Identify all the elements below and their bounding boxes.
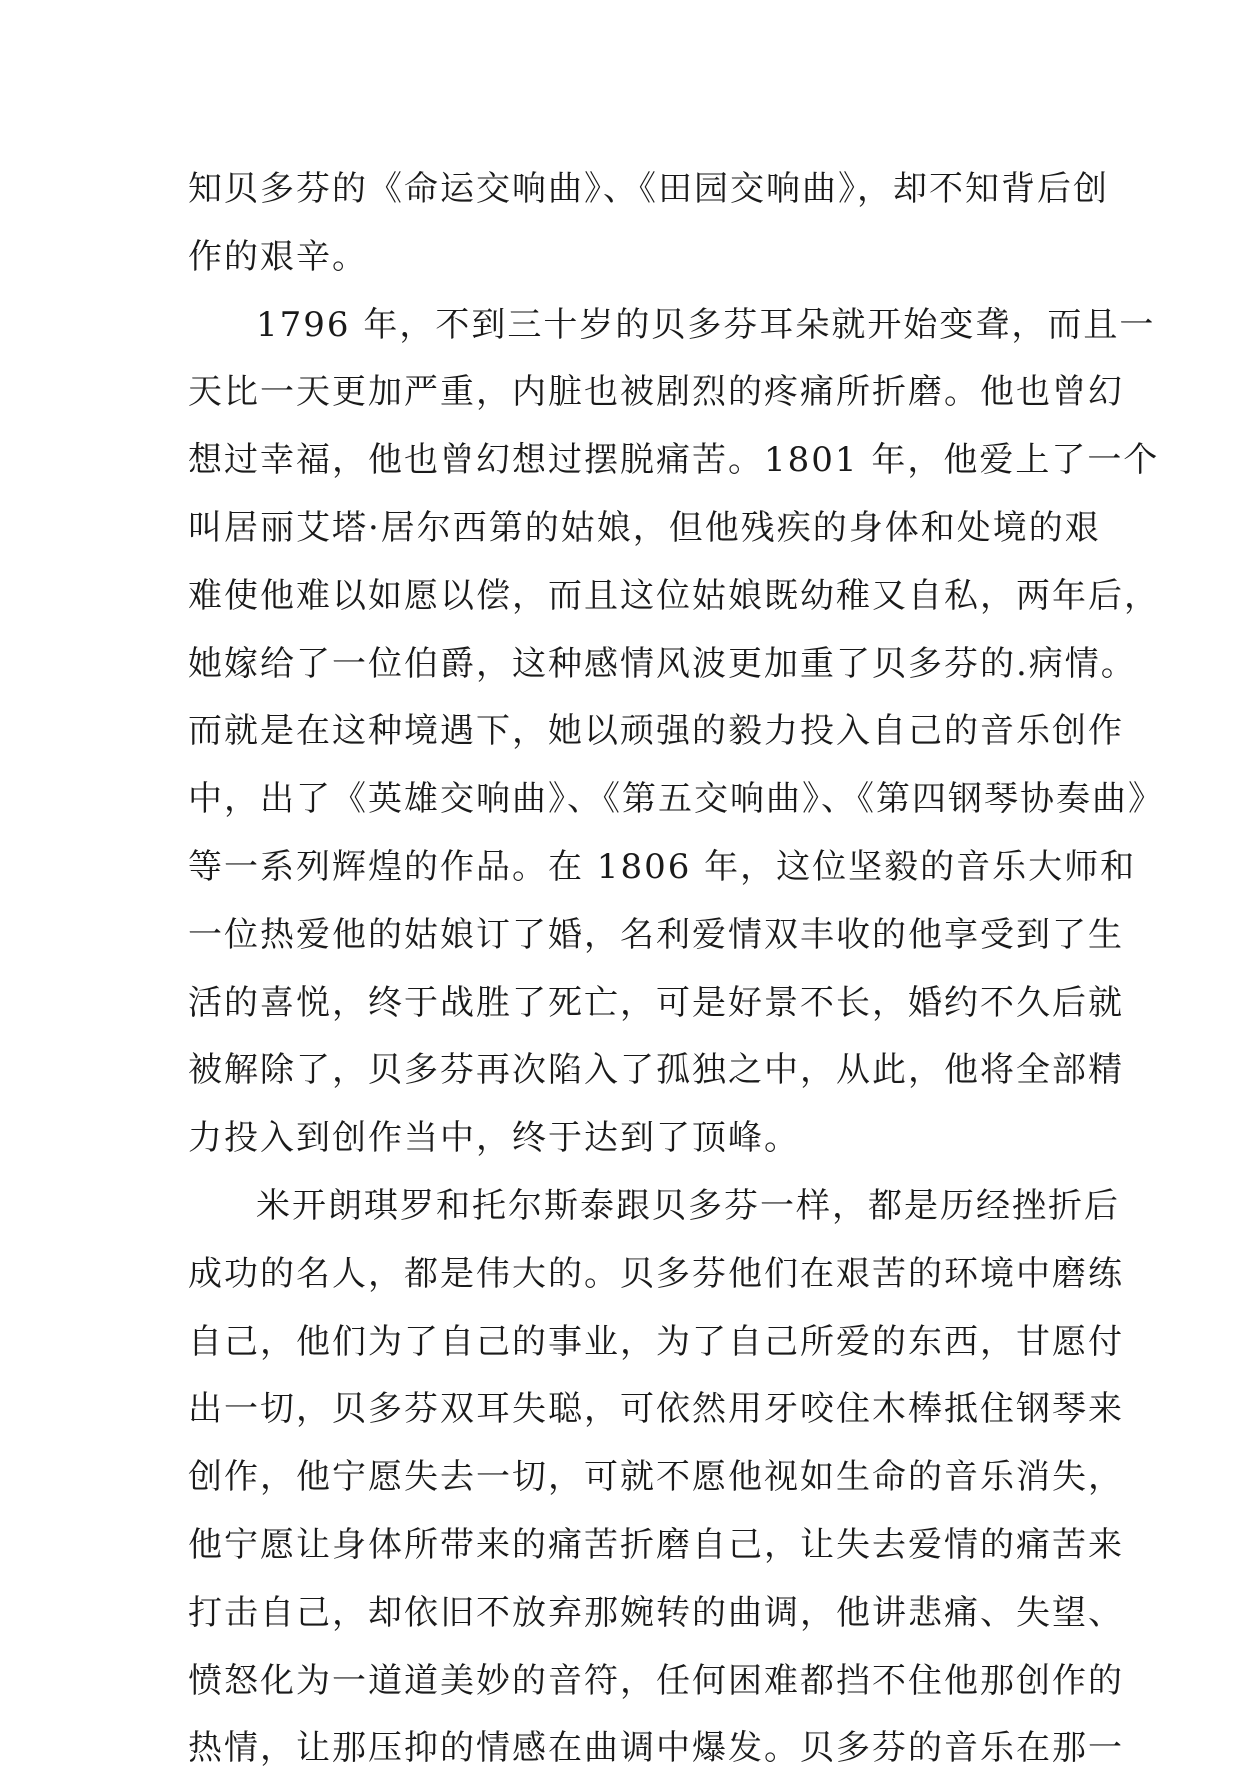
- text-line: 她嫁给了一位伯爵，这种感情风波更加重了贝多芬的.病情。: [188, 643, 1137, 684]
- text-line: 热情，让那压抑的情感在曲调中爆发。贝多芬的音乐在那一: [188, 1728, 1124, 1769]
- text-line: 被解除了，贝多芬再次陷入了孤独之中，从此，他将全部精: [188, 1050, 1124, 1091]
- text-line: 中，出了《英雄交响曲》、《第五交响曲》、《第四钢琴协奏曲》: [188, 779, 1164, 820]
- text-line: 愤怒化为一道道美妙的音符，任何困难都挡不住他那创作的: [188, 1660, 1124, 1701]
- text-line: 米开朗琪罗和托尔斯泰跟贝多芬一样，都是历经挫折后: [256, 1185, 1120, 1226]
- text-line: 他宁愿让身体所带来的痛苦折磨自己，让失去爱情的痛苦来: [188, 1524, 1124, 1565]
- text-line: 自己，他们为了自己的事业，为了自己所爱的东西，甘愿付: [188, 1321, 1124, 1362]
- text-line: 创作，他宁愿失去一切，可就不愿他视如生命的音乐消失，: [188, 1457, 1124, 1498]
- text-line: 成功的名人，都是伟大的。贝多芬他们在艰苦的环境中磨练: [188, 1253, 1124, 1294]
- text-line: 作的艰辛。: [188, 236, 368, 277]
- body-text: [188, 156, 1164, 1783]
- text-line: 而就是在这种境遇下，她以顽强的毅力投入自己的音乐创作: [188, 711, 1124, 752]
- text-line: 1796 年，不到三十岁的贝多芬耳朵就开始变聋，而且一: [256, 304, 1156, 345]
- text-line: 力投入到创作当中，终于达到了顶峰。: [188, 1118, 800, 1159]
- text-line: 叫居丽艾塔·居尔西第的姑娘，但他残疾的身体和处境的艰: [188, 507, 1101, 548]
- text-line: 等一系列辉煌的作品。在 1806 年，这位坚毅的音乐大师和: [188, 846, 1137, 887]
- text-line: 天比一天更加严重，内脏也被剧烈的疼痛所折磨。他也曾幻: [188, 372, 1124, 413]
- text-line: 打击自己，却依旧不放弃那婉转的曲调，他讲悲痛、失望、: [188, 1592, 1124, 1633]
- text-line: 难使他难以如愿以偿，而且这位姑娘既幼稚又自私，两年后，: [188, 575, 1160, 616]
- text-line: 想过幸福，他也曾幻想过摆脱痛苦。1801 年，他爱上了一个: [188, 440, 1160, 481]
- text-line: 活的喜悦，终于战胜了死亡，可是好景不长，婚约不久后就: [188, 982, 1124, 1023]
- text-line: 知贝多芬的《命运交响曲》、《田园交响曲》，却不知背后创: [188, 169, 1109, 209]
- text-line: 出一切，贝多芬双耳失聪，可依然用牙咬住木棒抵住钢琴来: [188, 1389, 1124, 1430]
- text-line: 一位热爱他的姑娘订了婚，名利爱情双丰收的他享受到了生: [188, 914, 1124, 955]
